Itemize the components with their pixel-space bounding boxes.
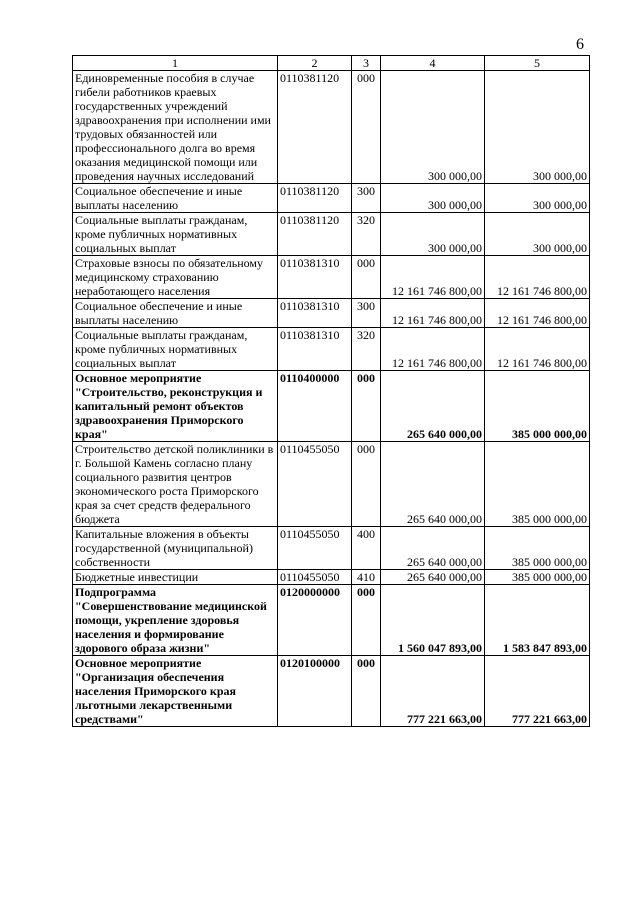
row-value-cell: 300 000,00 <box>485 71 590 184</box>
row-code-cell: 0110455050 <box>278 570 352 585</box>
column-header: 5 <box>485 56 590 71</box>
row-code-cell: 0110381120 <box>278 184 352 213</box>
row-code-cell: 0120100000 <box>278 656 352 727</box>
table-row <box>73 570 590 585</box>
row-name-cell: Основное мероприятие "Строительство, реконструкция и капитальный ремонт объектов здравоохранения Приморского края" <box>73 371 278 442</box>
row-subcode-cell: 320 <box>352 213 381 256</box>
row-value-cell: 12 161 746 800,00 <box>485 328 590 371</box>
table-header-row <box>73 56 590 71</box>
row-code-cell: 0120000000 <box>278 585 352 656</box>
column-header: 1 <box>73 56 278 71</box>
row-value-cell: 385 000 000,00 <box>485 570 590 585</box>
row-value-cell: 12 161 746 800,00 <box>381 328 485 371</box>
row-value-cell: 385 000 000,00 <box>485 442 590 527</box>
column-header: 3 <box>352 56 381 71</box>
row-value-cell: 300 000,00 <box>381 71 485 184</box>
row-code-cell: 0110400000 <box>278 371 352 442</box>
row-name-cell: Социальные выплаты гражданам, кроме публичных нормативных социальных выплат <box>73 213 278 256</box>
row-subcode-cell: 000 <box>352 656 381 727</box>
row-subcode-cell: 000 <box>352 442 381 527</box>
row-name-cell: Подпрограмма "Совершенствование медицинской помощи, укрепление здоровья населения и формирование здорового образа жизни" <box>73 585 278 656</box>
row-value-cell: 1 560 047 893,00 <box>381 585 485 656</box>
table-row <box>73 213 590 256</box>
column-header: 4 <box>381 56 485 71</box>
row-code-cell: 0110381310 <box>278 299 352 328</box>
row-code-cell: 0110381310 <box>278 328 352 371</box>
row-subcode-cell: 300 <box>352 299 381 328</box>
row-code-cell: 0110381120 <box>278 71 352 184</box>
row-name-cell: Социальное обеспечение и иные выплаты населению <box>73 184 278 213</box>
row-value-cell: 1 583 847 893,00 <box>485 585 590 656</box>
row-name-cell: Социальные выплаты гражданам, кроме публичных нормативных социальных выплат <box>73 328 278 371</box>
row-subcode-cell: 000 <box>352 256 381 299</box>
row-value-cell: 12 161 746 800,00 <box>485 256 590 299</box>
row-value-cell: 300 000,00 <box>485 184 590 213</box>
row-subcode-cell: 300 <box>352 184 381 213</box>
budget-table <box>72 55 590 727</box>
row-name-cell: Страховые взносы по обязательному медицинскому страхованию неработающего населения <box>73 256 278 299</box>
table-row <box>73 371 590 442</box>
row-code-cell: 0110381310 <box>278 256 352 299</box>
table-row <box>73 527 590 570</box>
table-row <box>73 656 590 727</box>
row-subcode-cell: 000 <box>352 371 381 442</box>
row-value-cell: 385 000 000,00 <box>485 371 590 442</box>
table-row <box>73 184 590 213</box>
row-value-cell: 12 161 746 800,00 <box>381 299 485 328</box>
table-row <box>73 299 590 328</box>
row-subcode-cell: 320 <box>352 328 381 371</box>
row-code-cell: 0110381120 <box>278 213 352 256</box>
row-code-cell: 0110455050 <box>278 442 352 527</box>
row-name-cell: Основное мероприятие "Организация обеспечения населения Приморского края льготными лекарственными средствами" <box>73 656 278 727</box>
row-name-cell: Капитальные вложения в объекты государственной (муниципальной) собственности <box>73 527 278 570</box>
row-name-cell: Единовременные пособия в случае гибели работников краевых государственных учреждений здравоохранения при исполнении ими трудовых обязанностей или профессионального долга во время оказания медицинской помощи или проведения научных исследований <box>73 71 278 184</box>
page-number: 6 <box>576 36 584 53</box>
row-subcode-cell: 410 <box>352 570 381 585</box>
row-subcode-cell: 400 <box>352 527 381 570</box>
row-subcode-cell: 000 <box>352 71 381 184</box>
row-value-cell: 12 161 746 800,00 <box>485 299 590 328</box>
row-value-cell: 777 221 663,00 <box>381 656 485 727</box>
row-subcode-cell: 000 <box>352 585 381 656</box>
row-value-cell: 385 000 000,00 <box>485 527 590 570</box>
table-row <box>73 256 590 299</box>
row-value-cell: 265 640 000,00 <box>381 371 485 442</box>
row-value-cell: 300 000,00 <box>485 213 590 256</box>
column-header: 2 <box>278 56 352 71</box>
table-row <box>73 442 590 527</box>
row-code-cell: 0110455050 <box>278 527 352 570</box>
table-row <box>73 328 590 371</box>
row-value-cell: 12 161 746 800,00 <box>381 256 485 299</box>
row-value-cell: 300 000,00 <box>381 184 485 213</box>
row-name-cell: Социальное обеспечение и иные выплаты населению <box>73 299 278 328</box>
table-row <box>73 585 590 656</box>
row-value-cell: 265 640 000,00 <box>381 442 485 527</box>
row-value-cell: 777 221 663,00 <box>485 656 590 727</box>
row-value-cell: 265 640 000,00 <box>381 527 485 570</box>
table-row <box>73 71 590 184</box>
row-name-cell: Строительство детской поликлиники в г. Большой Камень согласно плану социального развития центров экономического роста Приморского края за счет средств федерального бюджета <box>73 442 278 527</box>
row-value-cell: 265 640 000,00 <box>381 570 485 585</box>
row-value-cell: 300 000,00 <box>381 213 485 256</box>
row-name-cell: Бюджетные инвестиции <box>73 570 278 585</box>
